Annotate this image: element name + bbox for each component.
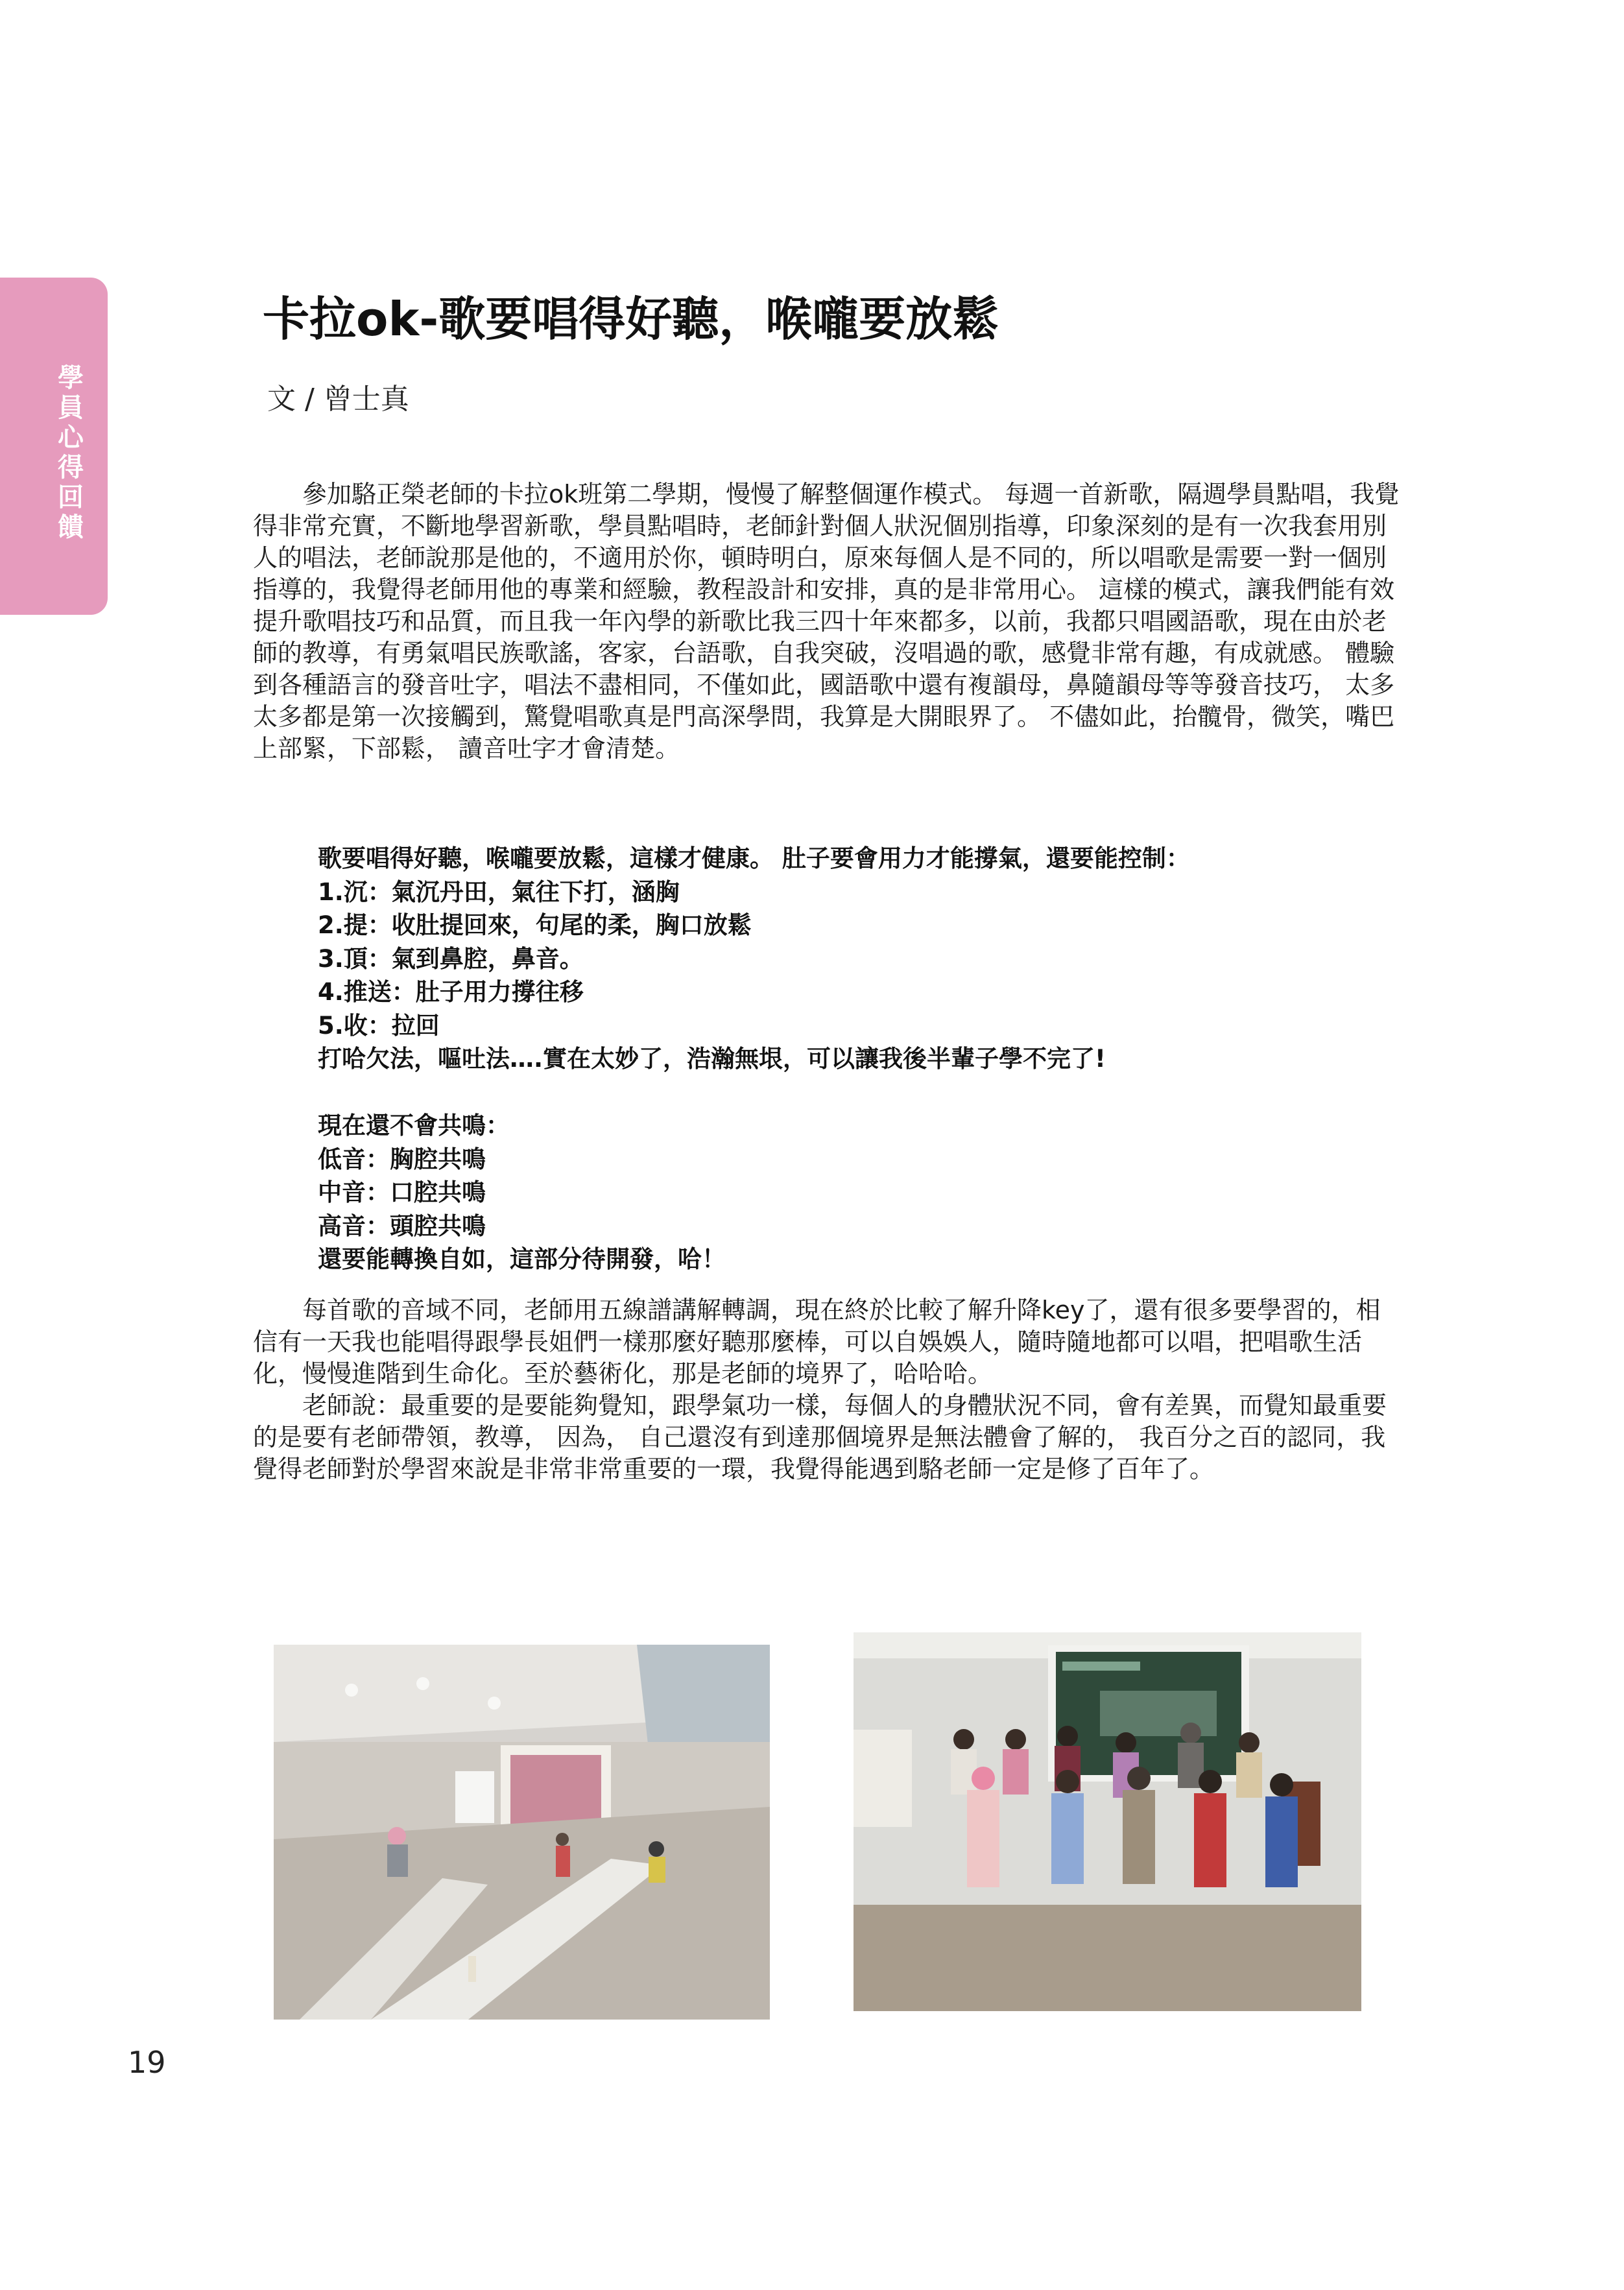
resonance-mid: 中音：口腔共鳴 [318,1178,486,1206]
intro-block [253,479,1401,765]
closing-block [253,1294,1401,1485]
tip-step-1: 1.沉：氣沉丹田，氣往下打，涵胸 [318,877,680,906]
paragraph-3: 老師說：最重要的是要能夠覺知，跟學氣功一樣，每個人的身體狀況不同，會有差異，而覺知最重要的是要有老師帶領，教導， 因為， 自己還沒有到達那個境界是無法體會了解的， 我百分之百的認同，我覺得老師對於學習來說是非常非常重要的一環，我覺得能遇到駱老師一定是修了百年了。 [253,1391,1387,1483]
tips-heading: 歌要唱得好聽，喉嚨要放鬆，這樣才健康。 肚子要會用力才能撐氣，還要能控制： [318,844,1190,872]
singing-tips [318,842,1388,1276]
resonance-heading: 現在還不會共鳴： [318,1112,510,1139]
tips-closing: 打哈欠法，嘔吐法….實在太妙了，浩瀚無垠，可以讓我後半輩子學不完了! [318,1045,1106,1073]
tip-step-4: 4.推送：肚子用力撐往移 [318,978,584,1006]
resonance-high: 高音：頭腔共鳴 [318,1211,486,1240]
article-byline: 文 / 曾士真 [267,383,409,416]
tips-spacer [318,1076,1388,1110]
tip-step-2: 2.提：收肚提回來，句尾的柔，胸口放鬆 [318,911,752,939]
tip-step-3: 3.頂：氣到鼻腔，鼻音。 [318,944,584,973]
resonance-low: 低音：胸腔共鳴 [318,1145,486,1173]
article-title: 卡拉ok-歌要唱得好聽，喉嚨要放鬆 [263,292,999,346]
section-tab [0,278,108,615]
intro-paragraph: 參加駱正榮老師的卡拉ok班第二學期，慢慢了解整個運作模式。 每週一首新歌，隔週學員點唱，我覺得非常充實，不斷地學習新歌，學員點唱時，老師針對個人狀況個別指導，印象深刻的是有一次我套用別人的唱法，老師說那是他的，不適用於你，頓時明白，原來每個人是不同的，所以唱歌是需要一對一個別指導的，我覺得老師用他的專業和經驗，教程設計和安排，真的是非常用心。 這樣的模式，讓我們能有效提升歌唱技巧和品質，而且我一年內學的新歌比我三四十年來都多，以前，我都只唱國語歌，現在由於老師的教導，有勇氣唱民族歌謠，客家，台語歌，自我突破，沒唱過的歌，感覺非常有趣，有成就感。 體驗到各種語言的發音吐字，唱法不盡相同，不僅如此，國語歌中還有複韻母，鼻隨韻母等等發音技巧， 太多太多都是第一次接觸到，驚覺唱歌真是門高深學問，我算是大開眼界了。 不儘如此，抬髖骨，微笑，嘴巴上部緊，下部鬆， 讀音吐字才會清楚。 [253,480,1400,763]
group-photo [854,1632,1361,2011]
tip-step-5: 5.收：拉回 [318,1011,440,1040]
resonance-closing: 還要能轉換自如，這部分待開發，哈！ [318,1245,726,1273]
section-tab-label: 學員心得回饋 [58,363,84,542]
page-number: 19 [128,2045,166,2080]
paragraph-2: 每首歌的音域不同，老師用五線譜講解轉調，現在終於比較了解升降key了，還有很多要學習的，相信有一天我也能唱得跟學長姐們一樣那麼好聽那麼棒，可以自娛娛人，隨時隨地都可以唱，把唱歌生活化，慢慢進階到生命化。至於藝術化，那是老師的境界了，哈哈哈。 [253,1296,1381,1388]
classroom-photo [274,1645,770,2020]
